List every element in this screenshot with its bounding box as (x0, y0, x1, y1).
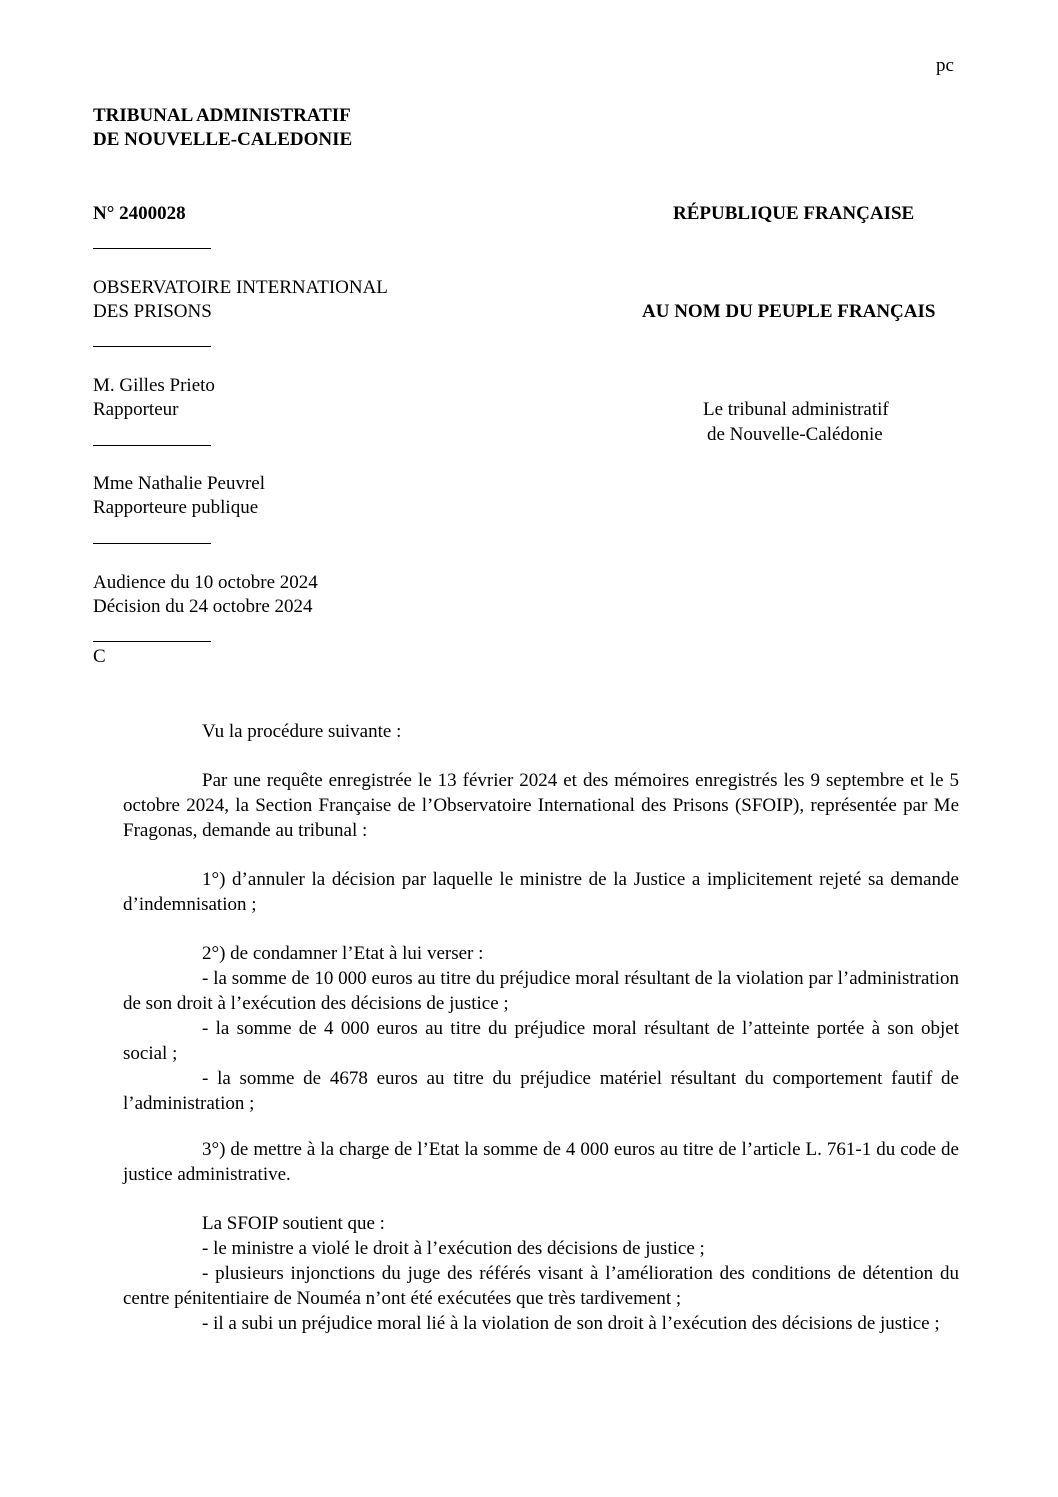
classification-code: C (93, 646, 106, 667)
argument-2: - plusieurs injonctions du juge des référés visant à l’amélioration des conditions de détention du centre pénitentiaire de Nouméa n’ont été exécutées que très tardivement ; (123, 1263, 959, 1309)
republic-heading: RÉPUBLIQUE FRANÇAISE (673, 203, 915, 224)
separator-rule (93, 641, 211, 642)
page-mark: pc (936, 55, 954, 76)
claim-2-item-b: - la somme de 4 000 euros au titre du préjudice moral résultant de l’atteinte portée à son objet social ; (123, 1018, 959, 1064)
claim-2-intro: 2°) de condamner l’Etat à lui verser : (202, 943, 484, 964)
party-name-line1: OBSERVATOIRE INTERNATIONAL (93, 277, 388, 298)
rapporteur-name: M. Gilles Prieto (93, 375, 215, 396)
claim-2-paragraph (123, 941, 959, 1116)
argument-1: - le ministre a violé le droit à l’exécution des décisions de justice ; (202, 1238, 705, 1259)
tribunal-line1: Le tribunal administratif (703, 399, 889, 420)
people-heading: AU NOM DU PEUPLE FRANÇAIS (642, 301, 936, 322)
public-rapporteur-name: Mme Nathalie Peuvrel (93, 473, 266, 494)
court-name-line2: DE NOUVELLE-CALEDONIE (93, 129, 353, 150)
arguments-paragraph (123, 1211, 959, 1336)
party-name-line2: DES PRISONS (93, 301, 212, 322)
separator-rule (93, 346, 211, 347)
court-name-line1: TRIBUNAL ADMINISTRATIF (93, 105, 351, 126)
rapporteur-role: Rapporteur (93, 399, 179, 420)
tribunal-line2: de Nouvelle-Calédonie (707, 424, 883, 445)
case-number: N° 2400028 (93, 203, 186, 224)
claim-3-paragraph (123, 1137, 959, 1187)
procedure-text: Vu la procédure suivante : (202, 721, 402, 742)
decision-date: Décision du 24 octobre 2024 (93, 596, 313, 617)
claim-2-item-c: - la somme de 4678 euros au titre du préjudice matériel résultant du comportement fautif de l’administration ; (123, 1068, 959, 1114)
separator-rule (93, 445, 211, 446)
claim-1-paragraph (123, 867, 959, 917)
hearing-date: Audience du 10 octobre 2024 (93, 572, 318, 593)
argument-3: - il a subi un préjudice moral lié à la violation de son droit à l’exécution des décisions de justice ; (202, 1313, 940, 1334)
claim-1-text: 1°) d’annuler la décision par laquelle le ministre de la Justice a implicitement rejeté sa demande d’indemnisation ; (123, 869, 959, 915)
procedure-heading (123, 719, 959, 744)
claim-2-item-a: - la somme de 10 000 euros au titre du préjudice moral résultant de la violation par l’administration de son droit à l’exécution des décisions de justice ; (123, 968, 959, 1014)
public-rapporteur-role: Rapporteure publique (93, 497, 259, 518)
request-text: Par une requête enregistrée le 13 février 2024 et des mémoires enregistrés les 9 septembre et le 5 octobre 2024, la Section Française de l’Observatoire International des Prisons (SFOIP), représentée par Me Fragonas, demande au tribunal : (123, 770, 959, 841)
request-paragraph (123, 768, 959, 843)
claim-3-text: 3°) de mettre à la charge de l’Etat la somme de 4 000 euros au titre de l’article L. 761-1 du code de justice administrative. (123, 1139, 959, 1185)
separator-rule (93, 543, 211, 544)
separator-rule (93, 248, 211, 249)
arguments-intro: La SFOIP soutient que : (202, 1213, 385, 1234)
